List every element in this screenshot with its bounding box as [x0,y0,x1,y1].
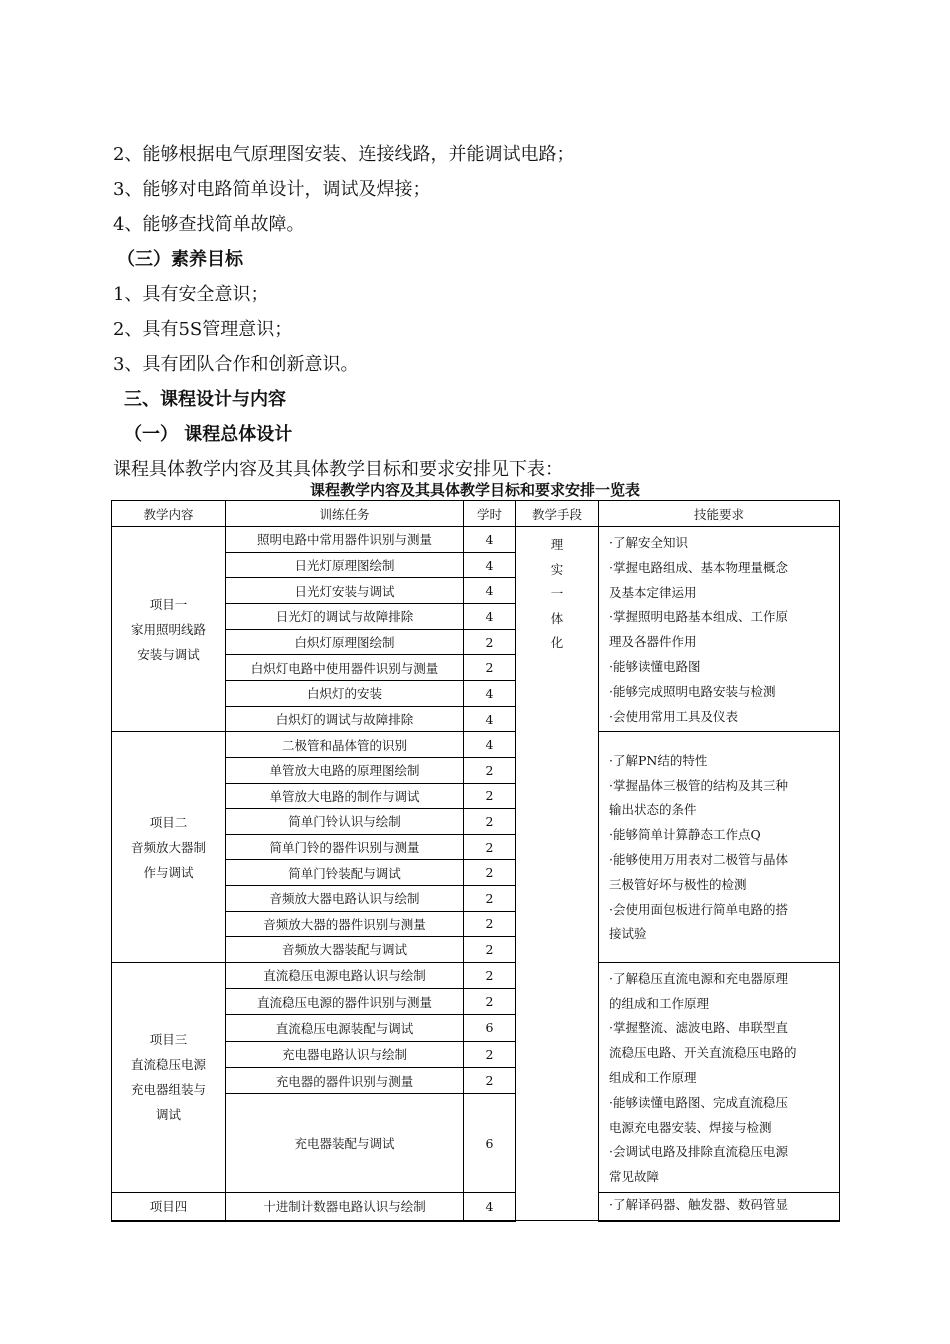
task-cell: 白炽灯原理图绘制 [226,629,464,655]
hours-cell: 4 [464,681,516,707]
paragraph-skill-2: 2、能够根据电气原理图安装、连接线路，并能调试电路； [113,144,575,165]
heading-section-3: 三、课程设计与内容 [124,389,286,410]
hours-cell: 2 [464,757,516,783]
task-cell: 单管放大电路的原理图绘制 [226,757,464,783]
header-content: 教学内容 [112,501,226,527]
paragraph-skill-4: 4、能够查找简单故障。 [113,214,305,235]
paragraph-suyang-3: 3、具有团队合作和创新意识。 [113,354,359,375]
task-cell: 日光灯的调试与故障排除 [226,604,464,630]
hours-cell: 4 [464,578,516,604]
task-cell: 直流稳压电源的器件识别与测量 [226,989,464,1015]
task-cell: 日光灯原理图绘制 [226,552,464,578]
teaching-method: 理 实 一 体 化 [516,527,599,1221]
header-hours: 学时 [464,501,516,527]
hours-cell: 2 [464,911,516,937]
task-cell: 白炽灯电路中使用器件识别与测量 [226,655,464,681]
skills-project-2: ·了解PN结的特性 ·掌握晶体三极管的结构及其三种 输出状态的条件 ·能够简单计算静态工作点Q ·能够使用万用表对二极管与晶体 三极管好坏与极性的检测 ·会使用面包板进行简单电路的搭 接试验 [599,732,840,962]
skills-project-1: ·了解安全知识 ·掌握电路组成、基本物理量概念 及基本定律运用 ·掌握照明电路基本组成、工作原 理及各器件作用 ·能够读懂电路图 ·能够完成照明电路安装与检测 ·会使用常用工具及仪表 [599,527,840,732]
hours-cell: 2 [464,989,516,1015]
hours-cell: 2 [464,885,516,911]
hours-cell: 4 [464,604,516,630]
heading-overall-design: （一） 课程总体设计 [124,424,293,445]
hours-cell: 2 [464,655,516,681]
hours-cell: 4 [464,552,516,578]
hours-cell: 4 [464,732,516,758]
task-cell: 简单门铃装配与调试 [226,860,464,886]
task-cell: 二极管和晶体管的识别 [226,732,464,758]
project-name-3: 项目三 直流稳压电源 充电器组装与 调试 [112,962,226,1192]
paragraph-table-intro: 课程具体教学内容及其具体教学目标和要求安排见下表： [113,459,563,480]
table-row [112,527,840,553]
task-cell: 直流稳压电源装配与调试 [226,1015,464,1041]
header-task: 训练任务 [226,501,464,527]
task-cell: 简单门铃的器件识别与测量 [226,834,464,860]
task-cell: 单管放大电路的制作与调试 [226,783,464,809]
hours-cell: 2 [464,834,516,860]
task-cell: 充电器装配与调试 [226,1094,464,1193]
table-title: 课程教学内容及其具体教学目标和要求安排一览表 [309,481,640,499]
table-row [112,962,840,988]
hours-cell: 2 [464,937,516,963]
paragraph-suyang-1: 1、具有安全意识； [113,284,269,305]
project-name-2: 项目二 音频放大器制 作与调试 [112,732,226,962]
task-cell: 音频放大器电路认识与绘制 [226,885,464,911]
curriculum-table [111,500,840,1222]
hours-cell: 2 [464,1067,516,1093]
hours-cell: 4 [464,527,516,553]
header-skills: 技能要求 [599,501,840,527]
heading-suyang-goals: （三）素养目标 [117,249,243,270]
project-name-4: 项目四 [112,1192,226,1220]
hours-cell: 2 [464,962,516,988]
hours-cell: 6 [464,1015,516,1041]
hours-cell: 2 [464,860,516,886]
hours-cell: 4 [464,1192,516,1220]
task-cell: 十进制计数器电路认识与绘制 [226,1192,464,1220]
task-cell: 音频放大器的器件识别与测量 [226,911,464,937]
hours-cell: 2 [464,629,516,655]
paragraph-skill-3: 3、能够对电路简单设计，调试及焊接； [113,179,431,200]
task-cell: 直流稳压电源电路认识与绘制 [226,962,464,988]
hours-cell: 2 [464,809,516,835]
task-cell: 充电器的器件识别与测量 [226,1067,464,1093]
skills-project-4: ·了解译码器、触发器、数码管显 [599,1192,840,1220]
paragraph-suyang-2: 2、具有5S管理意识； [113,319,293,340]
hours-cell: 2 [464,1041,516,1067]
task-cell: 白炽灯的调试与故障排除 [226,706,464,732]
hours-cell: 4 [464,706,516,732]
task-cell: 充电器电路认识与绘制 [226,1041,464,1067]
table-row [112,732,840,758]
task-cell: 简单门铃认识与绘制 [226,809,464,835]
skills-project-3: ·了解稳压直流电源和充电器原理 的组成和工作原理 ·掌握整流、滤波电路、串联型直 流稳压电路、开关直流稳压电路的 组成和工作原理 ·能够读懂电路图、完成直流稳压 电源充电器安装、焊接与检测 ·会调试电路及排除直流稳压电源 常见故障 [599,962,840,1192]
hours-cell: 2 [464,783,516,809]
task-cell: 照明电路中常用器件识别与测量 [226,527,464,553]
header-method: 教学手段 [516,501,599,527]
task-cell: 音频放大器装配与调试 [226,937,464,963]
project-name-1: 项目一 家用照明线路 安装与调试 [112,527,226,732]
task-cell: 白炽灯的安装 [226,681,464,707]
hours-cell: 6 [464,1094,516,1193]
table-row [112,1192,840,1220]
task-cell: 日光灯安装与调试 [226,578,464,604]
